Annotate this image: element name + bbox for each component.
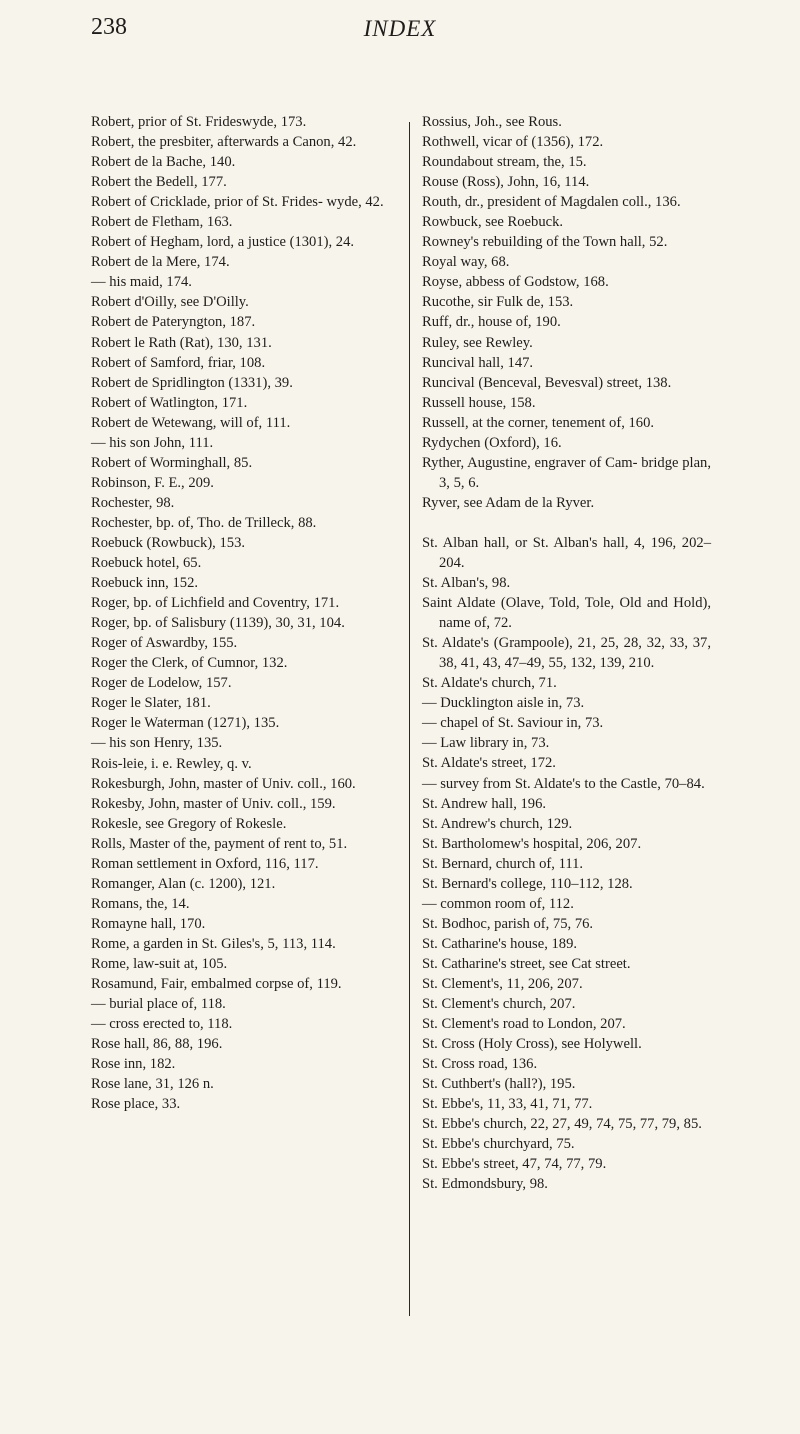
index-entry: Rochester, bp. of, Tho. de Trilleck, 88. (91, 514, 317, 531)
index-entry: Roger of Aswardby, 155. (91, 635, 238, 652)
index-entry: Roger le Waterman (1271), 135. (91, 715, 280, 732)
index-entry: Romayne hall, 170. (91, 915, 206, 932)
index-entry: Robert de Pateryngton, 187. (91, 314, 256, 331)
index-entry: St. Clement's, 11, 206, 207. (422, 975, 583, 992)
index-entry: St. Ebbe's church, 22, 27, 49, 74, 75, 77, 79, 85. (422, 1116, 702, 1133)
index-entry: Rothwell, vicar of (1356), 172. (422, 134, 604, 151)
index-entry: Roebuck inn, 152. (91, 575, 199, 592)
index-entry: — his son Henry, 135. (91, 735, 223, 752)
index-entry: Rokesby, John, master of Univ. coll., 159. (91, 795, 336, 812)
index-entry: Robert, the presbiter, afterwards a Canon, 42. (91, 134, 357, 151)
index-entry: Robert d'Oilly, see D'Oilly. (91, 294, 249, 311)
index-entry: Runcival (Benceval, Bevesval) street, 138. (422, 374, 672, 391)
index-entry: Ryver, see Adam de la Ryver. (422, 494, 595, 511)
index-column-right (422, 112, 711, 1194)
index-entry: Runcival hall, 147. (422, 354, 534, 371)
index-entry: Robinson, F. E., 209. (91, 474, 214, 491)
index-entry: Robert de Fletham, 163. (91, 214, 233, 231)
index-entry: — Law library in, 73. (422, 735, 550, 752)
index-entry: St. Ebbe's churchyard, 75. (422, 1136, 575, 1153)
index-entry: Robert, prior of St. Frideswyde, 173. (91, 114, 307, 130)
index-entry: — cross erected to, 118. (91, 1016, 233, 1033)
index-entry: Robert de Wetewang, will of, 111. (91, 414, 291, 431)
index-entry: Rossius, Joh., see Rous. (422, 114, 562, 130)
index-entry: St. Ebbe's street, 47, 74, 77, 79. (422, 1156, 607, 1173)
index-entry: — his son John, 111. (91, 434, 214, 451)
index-entry: Royal way, 68. (422, 254, 510, 271)
running-title: INDEX (363, 16, 437, 41)
index-entry: Rose hall, 86, 88, 196. (91, 1036, 223, 1053)
index-entry: Robert of Watlington, 171. (91, 394, 248, 411)
index-entry: Robert of Samford, friar, 108. (91, 354, 266, 371)
index-entry: St. Edmondsbury, 98. (422, 1176, 548, 1193)
index-entry: Ruley, see Rewley. (422, 334, 533, 351)
column-divider (409, 122, 410, 1316)
index-entry: Rokesle, see Gregory of Rokesle. (91, 815, 287, 832)
index-entry: Saint Aldate (Olave, Told, Tole, Old and Hold), name of, 72. (422, 595, 711, 632)
index-entry: St. Alban's, 98. (422, 575, 511, 592)
index-entry: Rose lane, 31, 126 n. (91, 1076, 214, 1093)
index-entry: St. Aldate's (Grampoole), 21, 25, 28, 32, 33, 37, 38, 41, 43, 47–49, 55, 132, 139, 210. (422, 635, 711, 672)
index-entry: St. Cross (Holy Cross), see Holywell. (422, 1036, 642, 1053)
index-entry: Ryther, Augustine, engraver of Cam- bridge plan, 3, 5, 6. (422, 454, 711, 491)
index-entry: Rosamund, Fair, embalmed corpse of, 119. (91, 976, 342, 993)
index-entry: Robert of Worminghall, 85. (91, 454, 253, 471)
index-entry: St. Alban hall, or St. Alban's hall, 4, 196, 202–204. (422, 534, 711, 571)
page-header (0, 14, 800, 54)
index-entry: Rolls, Master of the, payment of rent to, 51. (91, 835, 348, 852)
index-entry: Rois-leie, i. e. Rewley, q. v. (91, 755, 252, 772)
index-entry: Roger, bp. of Lichfield and Coventry, 171. (91, 595, 340, 612)
index-entry: Royse, abbess of Godstow, 168. (422, 274, 609, 291)
index-entry: Romanger, Alan (c. 1200), 121. (91, 875, 276, 892)
index-entry: Rome, law-suit at, 105. (91, 955, 228, 972)
index-entry: St. Cuthbert's (hall?), 195. (422, 1076, 576, 1093)
index-entry: Roebuck (Rowbuck), 153. (91, 534, 246, 551)
index-entry: St. Cross road, 136. (422, 1056, 538, 1073)
index-entry: St. Catharine's street, see Cat street. (422, 955, 631, 972)
index-entry: Russell house, 158. (422, 394, 536, 411)
index-entry: St. Andrew hall, 196. (422, 795, 547, 812)
index-entry: Russell, at the corner, tenement of, 160. (422, 414, 655, 431)
index-entry: Robert de la Bache, 140. (91, 154, 236, 171)
page-number: 238 (91, 14, 127, 40)
index-entry: Rydychen (Oxford), 16. (422, 434, 562, 451)
index-entry: Rokesburgh, John, master of Univ. coll., 160. (91, 775, 356, 792)
index-entry: Robert de la Mere, 174. (91, 254, 230, 271)
index-entry: St. Aldate's church, 71. (422, 675, 557, 692)
index-entry: Roger le Slater, 181. (91, 695, 211, 712)
index-entry: Robert the Bedell, 177. (91, 174, 227, 191)
index-entry: Rochester, 98. (91, 494, 175, 511)
index-entry: St. Bodhoc, parish of, 75, 76. (422, 915, 594, 932)
index-entry: — common room of, 112. (422, 895, 574, 912)
index-entry: Robert of Cricklade, prior of St. Frides- wyde, 42. (91, 194, 384, 211)
index-entry: Ruff, dr., house of, 190. (422, 314, 561, 331)
index-entry: St. Catharine's house, 189. (422, 935, 578, 952)
index-entry: St. Bernard's college, 110–112, 128. (422, 875, 633, 892)
index-entry: St. Clement's road to London, 207. (422, 1016, 626, 1033)
index-column-left (91, 112, 478, 1114)
index-entry: — his maid, 174. (91, 274, 192, 291)
index-entry: Roman settlement in Oxford, 116, 117. (91, 855, 319, 872)
index-entry: Robert le Rath (Rat), 130, 131. (91, 334, 272, 351)
index-entry: — chapel of St. Saviour in, 73. (422, 715, 604, 732)
index-entry: Rouse (Ross), John, 16, 114. (422, 174, 590, 191)
index-entry: Roger de Lodelow, 157. (91, 675, 232, 692)
index-entry: St. Aldate's street, 172. (422, 755, 556, 772)
index-entry: Rose place, 33. (91, 1096, 181, 1113)
index-entry: St. Andrew's church, 129. (422, 815, 573, 832)
index-entry: Romans, the, 14. (91, 895, 190, 912)
index-entry: — Ducklington aisle in, 73. (422, 695, 585, 712)
index-entry: Routh, dr., president of Magdalen coll., 136. (422, 194, 681, 211)
index-entry: Roger the Clerk, of Cumnor, 132. (91, 655, 288, 672)
index-entry: St. Bartholomew's hospital, 206, 207. (422, 835, 642, 852)
index-entry: Rome, a garden in St. Giles's, 5, 113, 114. (91, 935, 336, 952)
index-entry: Roebuck hotel, 65. (91, 555, 202, 572)
index-entry: St. Bernard, church of, 111. (422, 855, 584, 872)
index-entry: Rose inn, 182. (91, 1056, 176, 1073)
index-entry: Robert of Hegham, lord, a justice (1301), 24. (91, 234, 355, 251)
index-entry: Rowbuck, see Roebuck. (422, 214, 564, 231)
index-entry: St. Clement's church, 207. (422, 996, 576, 1013)
index-entry: — survey from St. Aldate's to the Castle, 70–84. (422, 775, 705, 792)
index-entry: St. Ebbe's, 11, 33, 41, 71, 77. (422, 1096, 593, 1113)
index-entry: Rucothe, sir Fulk de, 153. (422, 294, 574, 311)
index-entry: Roger, bp. of Salisbury (1139), 30, 31, 104. (91, 615, 345, 632)
index-entry: Roundabout stream, the, 15. (422, 154, 587, 171)
index-entry: — burial place of, 118. (91, 996, 226, 1013)
index-entry: Robert de Spridlington (1331), 39. (91, 374, 293, 391)
index-entry: Rowney's rebuilding of the Town hall, 52. (422, 234, 668, 251)
